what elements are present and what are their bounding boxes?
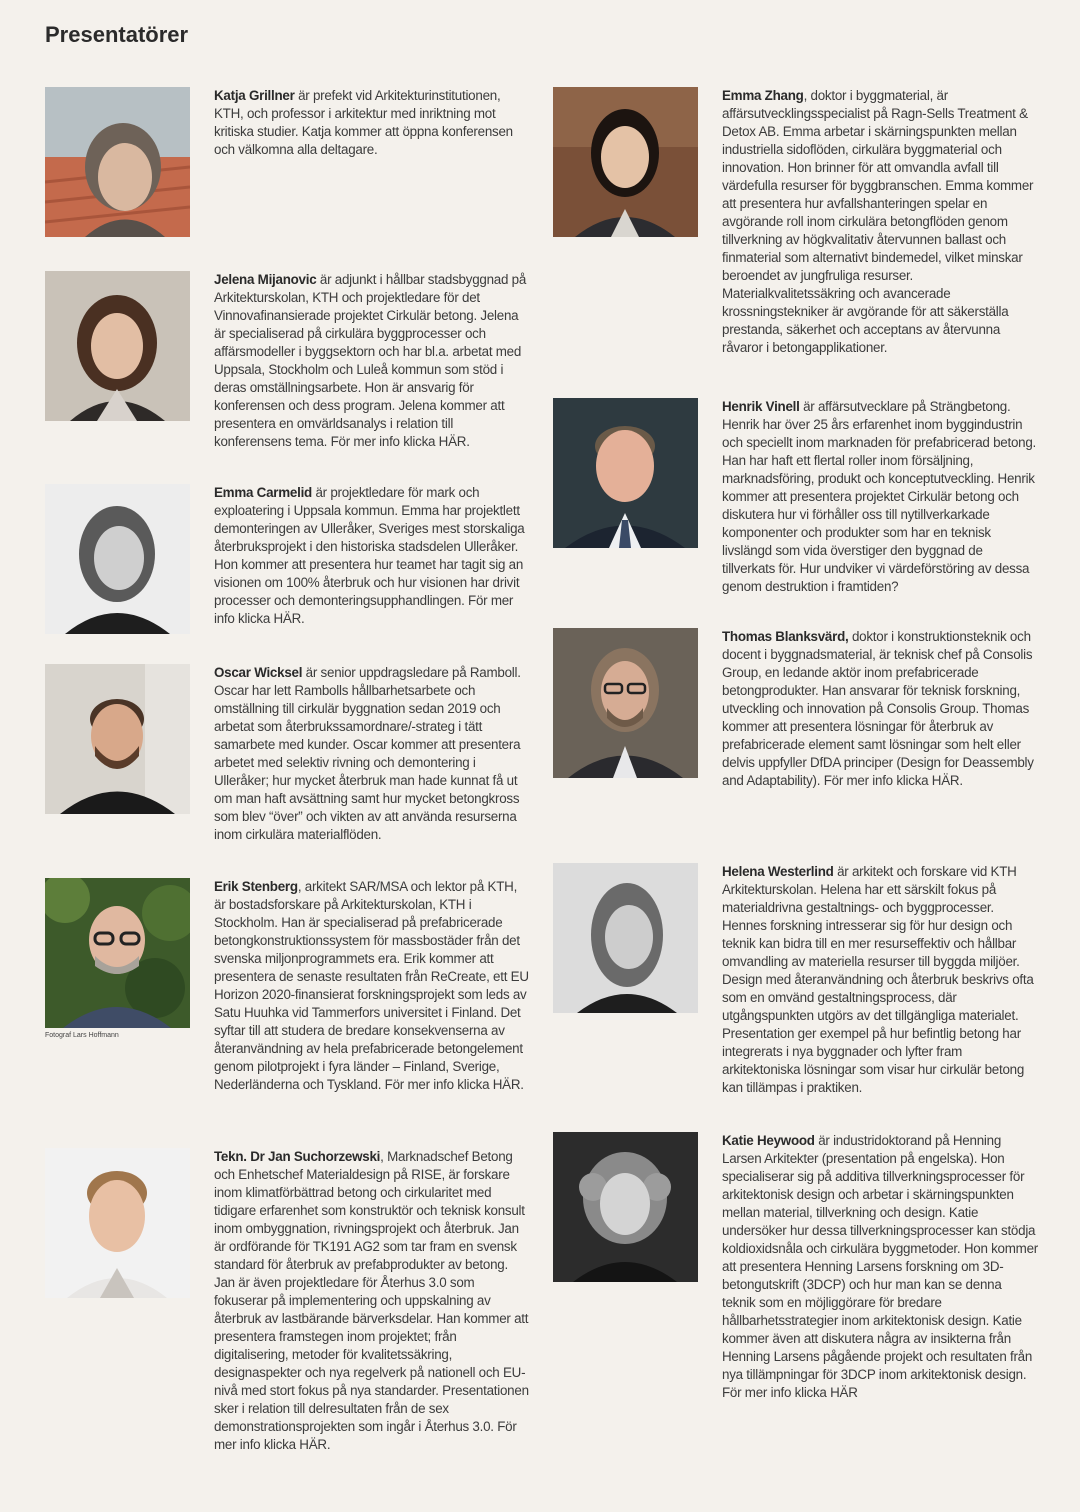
presenter-description: är affärsutvecklare på Strängbetong. Henrik har över 25 års erfarenhet inom byggindustrin och speciellt inom marknaden för prefabricerad betong. Han har haft ett flertal roller inom försäljning, marknadsföring, produkt och konceptutveckling. Henrik kommer att presentera projektet Cirkulär betong och diskutera hur vi förhåller oss till nytillverkarkade komponenter och produkter som har en teknisk livslängd som vida överstiger den byggnad de tillverkats för. Hur undviker vi värdeförstöring av dessa genom destruktion i framtiden? <box>722 399 1037 594</box>
presenter-bio <box>214 1148 530 1454</box>
presenter-name: Henrik Vinell <box>722 399 800 414</box>
presenter-name: Katja Grillner <box>214 88 295 103</box>
portrait-photo <box>553 1132 698 1282</box>
presenter-name: Tekn. Dr Jan Suchorzewski <box>214 1149 381 1164</box>
portrait-photo <box>553 398 698 548</box>
portrait-photo <box>553 87 698 237</box>
portrait-photo <box>45 271 190 421</box>
photo-credit: Fotograf Lars Hoffmann <box>45 1032 119 1039</box>
presenter-description: , Marknadschef Betong och Enhetschef Materialdesign på RISE, är forskare inom klimatförbättrad betong och cirkularitet med tidigare erfarenhet som konstruktör och teknisk konsult inom ombyggnation, rivningsprojekt och återbruk. Jan är ordförande för TK191 AG2 som tar fram en svensk standard för återbruk av prefabprodukter av betong. Jan är även projektledare för Återhus 3.0 som fokuserar på implementering och uppskalning av återbruk av lastbärande bärverksdelar. Han kommer att presentera framstegen inom projektet; från digitalisering, metoder för kvalitetssäkring, designaspekter och nya regelverk på nationell och EU-nivå med stort fokus på nya standarder. Presentationen sker i relation till delresultaten från de sex demonstrationsprojekten som ingår i Återhus 3.0. För mer info klicka HÄR. <box>214 1149 529 1452</box>
portrait-photo <box>553 628 698 778</box>
presenter-bio <box>214 484 530 628</box>
presenter-name: Jelena Mijanovic <box>214 272 317 287</box>
presenter-description: är adjunkt i hållbar stadsbyggnad på Arkitekturskolan, KTH och projektledare för det Vinnovafinansierade projektet Cirkulär betong. Jelena är specialiserad på cirkulära byggprocesser och affärsmodeller i byggsektorn och har bl.a. arbetat med Uppsala, Stockholm och Luleå kommun som stöd i deras omställningsarbete. Hon är ansvarig för konferensen och dess program. Jelena kommer att presentera en omvärldsanalys i relation till konferensens tema. För mer info klicka HÄR. <box>214 272 527 449</box>
presenter-name: Emma Zhang <box>722 88 804 103</box>
presenter-description: är industridoktorand på Henning Larsen Arkitekter (presentation på engelska). Hon specialiserar sig på additiva tillverkningsprocesser för arkitektonisk design och arbetar i skärningspunkten mellan material, tillverkning och design. Katie undersöker hur dessa tillverkningsprocesser kan stödja koldioxidsnåla och cirkulära byggmetoder. Hon kommer att presentera Henning Larsens forskning om 3D-betongutskrift (3DCP) och hur man kan se denna teknik som en möjliggörare för bredare hållbarhetsstrategier inom arkitektonisk design. Katie kommer även att diskutera några av insikterna från Henning Larsens pågående projekt och resultaten från nya tillämpningar för 3DCP inom arkitektonisk design. För mer info klicka HÄR <box>722 1133 1038 1400</box>
presenter-bio <box>214 271 530 451</box>
presenter-name: Helena Westerlind <box>722 864 834 879</box>
presenter-bio <box>722 1132 1038 1402</box>
presenter-description: är prefekt vid Arkitekturinstitutionen, KTH, och professor i arkitektur med inriktning mot kritiska studier. Katja kommer att öppna konferensen och välkomna alla deltagare. <box>214 88 513 157</box>
presenter-bio <box>214 878 530 1094</box>
presenter-bio <box>722 398 1038 596</box>
presenter-bio <box>722 628 1038 790</box>
presenter-description: är arkitekt och forskare vid KTH Arkitekturskolan. Helena har ett särskilt fokus på materialdrivna gestaltnings- och byggprocesser. Hennes forskning intresserar sig för hur design och teknik kan bidra till en mer resurseffektiv och hållbar omvandling av materiella resurser till byggda miljöer. Design med återanvändning och återbruk beskrivs ofta som en omvänd gestaltningsprocess, där utgångspunkten utgörs av det tillgängliga materialet. Presentation ger exempel på hur befintlig betong har integrerats i nya byggnader och lyfter fram arkitektoniska lösningar som visar hur cirkulär betong kan tillämpas i praktiken. <box>722 864 1034 1095</box>
presenter-description: är projektledare för mark och exploatering i Uppsala kommun. Emma har projektlett demonteringen av Ulleråker, Sveriges mest storskaliga återbruksprojekt i den historiska stadsdelen Ulleråker. Hon kommer att presentera hur teamet har tagit sig an visionen om 100% återbruk och hur visionen har drivit processer och demonteringsupphandlingen. För mer info klicka HÄR. <box>214 485 525 626</box>
portrait-photo <box>45 1148 190 1298</box>
page-title: Presentatörer <box>45 22 189 47</box>
presenter-description: , doktor i byggmaterial, är affärsutvecklingsspecialist på Ragn-Sells Treatment & Detox AB. Emma arbetar i skärningspunkten mellan industriella sidoflöden, cirkulära byggmaterial och innovation. Hon brinner för att omvandla avfall till värdefulla resurser för byggbranschen. Emma kommer att presentera hur avfallshanteringen spelar en avgörande roll inom cirkulära betongflöden genom tillverkning av högkvalitativ återvunnen ballast och finmaterial som alternativt bindemedel, vilket minskar beroendet av jungfruliga resurser. Materialkvalitetssäkring och avancerade krossningstekniker är avgörande för att säkerställa prestanda, säkerhet och acceptans av återvunna råvaror i betongapplikationer. <box>722 88 1034 355</box>
presenter-description: doktor i konstruktionsteknik och docent i byggnadsmaterial, är teknisk chef på Consolis Group, en ledande aktör inom prefabricerade betongprodukter. Han ansvarar för teknisk forskning, utveckling och innovation på Consolis Group. Thomas kommer att presentera lösningar för återbruk av prefabricerade element samt lösningar som helt eller delvis uppfyller DfDA principer (Design for Deassembly and Adaptability). För mer info klicka HÄR. <box>722 629 1034 788</box>
portrait-photo <box>45 87 190 237</box>
presenter-name: Thomas Blanksvärd, <box>722 629 849 644</box>
presenter-name: Oscar Wicksel <box>214 665 303 680</box>
presenter-description: , arkitekt SAR/MSA och lektor på KTH, är bostadsforskare på Arkitekturskolan, KTH i Stockholm. Han är specialiserad på prefabricerade betongkonstruktionssystem för massbostäder från det svenska miljonprogrammets era. Erik kommer att presentera de senaste resultaten från ReCreate, ett EU Horizon 2020-finansierat forskningsprojekt som leds av Satu Huuhka vid Tammerfors universitet i Finland. Det syftar till att studera de bredare konsekvenserna av återanvändning av hela prefabricerade betongelement genom pilotprojekt i fyra länder – Finland, Sverige, Nederländerna och Tyskland. För mer info klicka HÄR. <box>214 879 529 1092</box>
portrait-photo <box>45 484 190 634</box>
presenter-name: Erik Stenberg <box>214 879 298 894</box>
presenter-bio <box>722 87 1038 357</box>
presenter-bio <box>214 87 530 159</box>
portrait-photo <box>45 664 190 814</box>
presenter-bio <box>722 863 1038 1097</box>
portrait-photo <box>553 863 698 1013</box>
presenter-name: Emma Carmelid <box>214 485 312 500</box>
presenter-bio <box>214 664 530 844</box>
presenter-name: Katie Heywood <box>722 1133 815 1148</box>
portrait-photo <box>45 878 190 1028</box>
presenter-description: är senior uppdragsledare på Ramboll. Oscar har lett Rambolls hållbarhetsarbete och omställning till cirkulär byggnation sedan 2019 och arbetat som återbrukssamordnare/-strateg i tätt samarbete med kunder. Oscar kommer att presentera arbetet med selektiv rivning och demontering i Ulleråker; hur mycket återbruk man hade kunnat få ut om man haft avsättning samt hur mycket betongkross som blev “över” och vikten av att använda resurserna inom cirkulära materialflöden. <box>214 665 521 842</box>
